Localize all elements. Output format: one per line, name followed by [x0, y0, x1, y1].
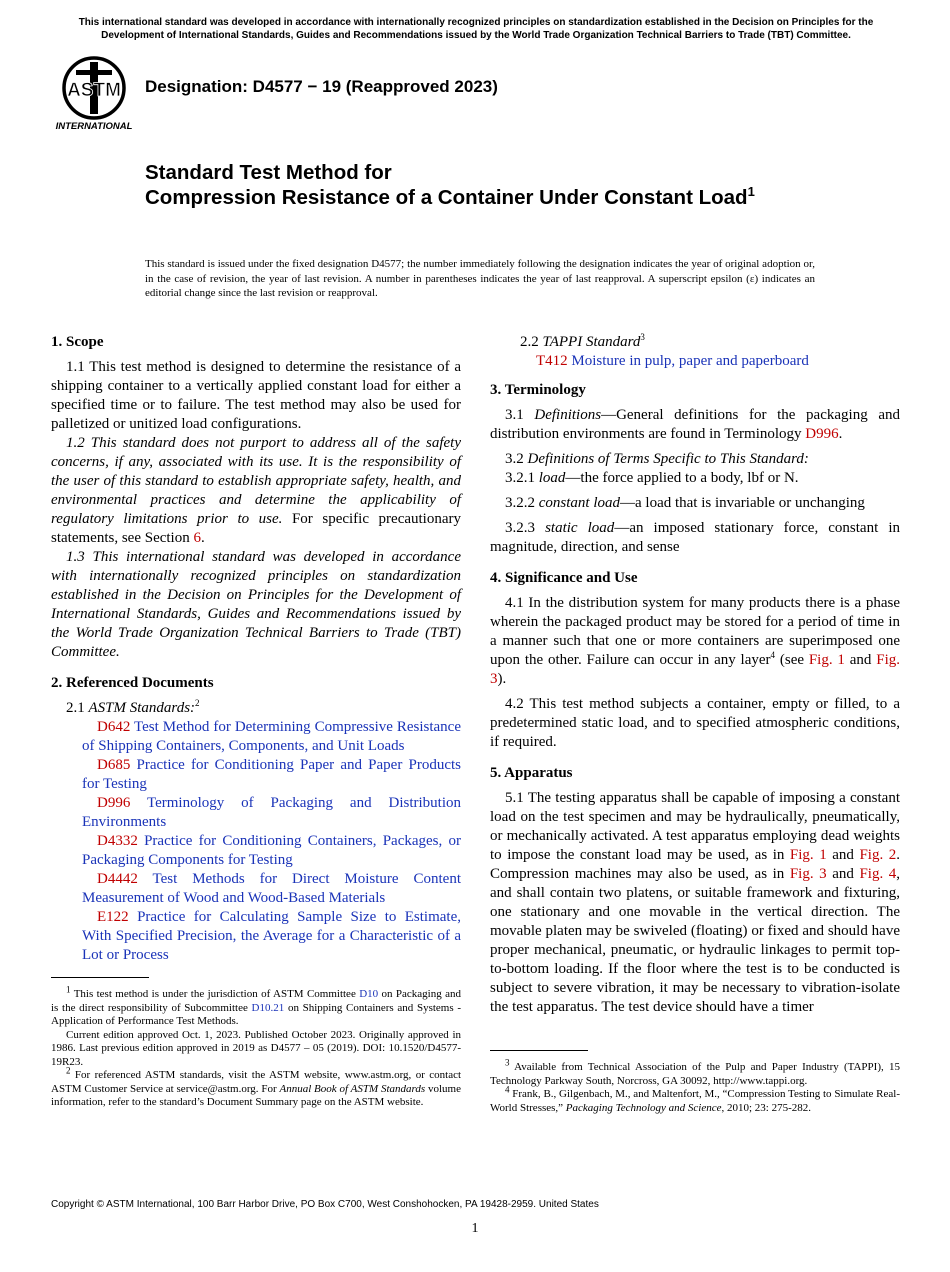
term-3-2-2-num: 3.2.2	[505, 495, 535, 511]
designation: Designation: D4577 − 19 (Reapproved 2023)	[145, 77, 498, 96]
ref-title[interactable]: Test Method for Determining Compressive Resistance of Shipping Containers, Components, and Unit Loads	[82, 719, 461, 754]
ref-code[interactable]: D4442	[97, 871, 138, 887]
ref-item[interactable]	[51, 870, 461, 908]
ref-code[interactable]: D685	[97, 757, 131, 773]
sig-4-1-see: (see	[775, 652, 809, 668]
sig-4-1-text: 4.1 In the distribution system for many products there is a phase wherein the packaged product may be stored for a period of time in a manner such that one or more containers are superimposed one upon the other. Failure can occur in any layer	[490, 595, 900, 668]
scope-heading: 1. Scope	[51, 334, 104, 350]
term-3-1-term: Definitions	[534, 407, 602, 423]
fn4-text-a: Frank, B., Gilgenbach, M., and Maltenfort, M., “Compression Testing to Simulate Real-World Stresses,”	[490, 1088, 901, 1114]
ref-item[interactable]	[51, 832, 461, 870]
ref-title[interactable]: Test Methods for Direct Moisture Content Measurement of Wood and Wood-Based Materials	[82, 871, 462, 906]
scope-1-2-tail: For specific precautionary statements, see Section	[51, 511, 462, 546]
scope-1-2: 1.2 This standard does not purport to address all of the safety concerns, if any, associated with its use. It is the responsibility of the user of this standard to establish appropriate safety, health, and environmental practices and determine the applicability of regulatory limitations prior to use. For specific precautionary statements, see Section 6.	[51, 435, 462, 546]
ref-title[interactable]: Terminology of Packaging and Distribution Environments	[82, 795, 461, 830]
ref-item[interactable]	[51, 794, 461, 832]
tappi-footnote-ref[interactable]: 3	[640, 332, 645, 342]
fig-1-link[interactable]: Fig. 1	[808, 652, 845, 668]
terminology-heading: 3. Terminology	[490, 382, 586, 398]
term-3-2	[490, 450, 900, 469]
fn1-text-a: This test method is under the jurisdiction of ASTM Committee	[73, 988, 360, 1000]
fn1-text-b: on Packaging and is the direct responsibility of Subcommittee	[51, 988, 461, 1014]
term-3-2-3-text: —an imposed stationary force, constant in magnitude, direction, and sense	[490, 520, 900, 555]
app-and: and	[826, 866, 860, 882]
footnote-rule	[51, 977, 149, 978]
fn4-text-b: , 2010; 23: 275-282.	[721, 1101, 812, 1114]
term-3-1-text: —General definitions for the packaging and distribution environments are found in Terminology	[490, 407, 900, 442]
ref-item-tappi[interactable]	[490, 352, 900, 371]
footnote-1-edition: Current edition approved Oct. 1, 2023. Published October 2023. Originally approved in 1986. Last previous edition approved in 2019 as D4577 – 05 (2019). DOI: 10.1520/D4577-19R23.	[51, 1028, 461, 1068]
tappi-label-text: TAPPI Standard	[542, 334, 641, 350]
term-3-2-2	[490, 494, 900, 513]
sig-4-1-and: and	[844, 652, 877, 668]
copyright: Copyright © ASTM International, 100 Barr Harbor Drive, PO Box C700, West Conshohocken, PA 19428-2959. United States	[51, 1199, 599, 1210]
app-5-1-b: . Compression machines may also be used, as in	[490, 847, 900, 882]
ref-title[interactable]: Practice for Conditioning Paper and Paper Products for Testing	[82, 757, 462, 792]
term-3-2-3	[490, 519, 900, 557]
right-footnotes	[490, 1050, 900, 1115]
term-3-1-num: 3.1	[505, 407, 524, 423]
term-3-2-1	[490, 469, 900, 488]
referenced-documents-heading: 2. Referenced Documents	[51, 675, 214, 691]
fn1-marker: 1	[66, 984, 71, 995]
fn2-text-a: For referenced ASTM standards, visit the ASTM website, www.astm.org, or contact ASTM Customer Service at service@astm.org. For	[51, 1069, 462, 1095]
term-3-2-1-term: load	[538, 470, 566, 486]
title-line2: Compression Resistance of a Container Under Constant Load	[145, 186, 748, 209]
term-3-2-3-term: static load	[545, 520, 615, 536]
term-3-2-num: 3.2	[505, 451, 524, 467]
scope-1-1: 1.1 This test method is designed to determine the resistance of a shipping container to a vertically applied constant load for either a specified time or to failure. The test method may also be used for palletized or unitized load configurations.	[51, 359, 461, 432]
tappi-num: 2.2	[520, 334, 539, 350]
fn4-marker: 4	[505, 1084, 510, 1095]
term-3-2-2-text: —a load that is invariable or unchanging	[620, 495, 865, 511]
title-footnote-ref[interactable]: 1	[747, 184, 755, 200]
left-column	[51, 333, 461, 965]
section-6-link[interactable]: 6	[193, 530, 201, 546]
fig-4-link[interactable]: Fig. 4	[859, 866, 897, 882]
footnote-3	[490, 1057, 900, 1088]
scope-1-3-italic: 1.3 This international standard was developed in accordance with internationally recognized principles on standardization established in the Decision on Principles for the Development of International Standards, Guides and Recommendations issued by the World Trade Organization Technical Barriers to Trade (TBT) Committee.	[51, 549, 461, 660]
ref-item[interactable]	[51, 756, 461, 794]
app-and: and	[826, 847, 860, 863]
fn2-text-b: volume information, refer to the standard’s Document Summary page on the ASTM website.	[51, 1082, 461, 1108]
ref-title[interactable]: Practice for Calculating Sample Size to Estimate, With Specified Precision, the Average for a Characteristic of a Lot or Process	[82, 909, 462, 963]
fn2-marker: 2	[66, 1065, 71, 1076]
significance-4-2: 4.2 This test method subjects a container, empty or filled, to a predetermined static load, and to specified atmospheric conditions, if required.	[490, 696, 900, 750]
ref-code[interactable]: D4332	[97, 833, 138, 849]
page-title	[145, 160, 825, 210]
term-3-2-1-num: 3.2.1	[505, 470, 535, 486]
footnote-rule	[490, 1050, 588, 1051]
app-5-1-c: , and shall contain two platens, or suitable framework and fixturing, one stationary and one movable in the vertical direction. The movable platen may be swiveled (floating) or fixed and should have proper mechanical, pneumatic, or hydraulic linkages to permit top-to-bottom loading. If the floor where the test is to be conducted is subject to severe vibration, it may be necessary to vibration-isolate the test apparatus. The test device should have a timer	[490, 866, 901, 1015]
tappi-label	[490, 333, 900, 352]
d996-link[interactable]: D996	[805, 426, 839, 442]
footnote-1	[51, 984, 461, 1029]
scope-1-2-italic: 1.2 This standard does not purport to address all of the safety concerns, if any, associated with its use. It is the responsibility of the user of this standard to establish appropriate safety, health, and environmental practices and determine the applicability of regulatory limitations prior to use.	[51, 435, 461, 527]
tbt-notice: This international standard was developed in accordance with internationally recognized principles on standardization established in the Decision on Principles for the Development of International Standards, Guides and Recommendations issued by the World Trade Organization Technical Barriers to Trade (TBT) Committee.	[78, 17, 874, 41]
significance-4-1	[490, 594, 900, 689]
logo-caption: INTERNATIONAL	[55, 121, 133, 132]
term-3-2-3-num: 3.2.3	[505, 520, 535, 536]
fig-2-link[interactable]: Fig. 2	[859, 847, 897, 863]
app-5-1-a: 5.1 The testing apparatus shall be capable of imposing a constant load on the test specimen and may be hydraulically, pneumatically, or mechanically activated. A test apparatus employing dead weights to impose the constant load may be used, as in	[490, 790, 900, 863]
right-column	[490, 333, 900, 1017]
fig-1-link[interactable]: Fig. 1	[789, 847, 827, 863]
footnote-2	[51, 1065, 462, 1110]
term-3-2-1-text: —the force applied to a body, lbf or N.	[565, 470, 799, 486]
issuance-note: This standard is issued under the fixed designation D4577; the number immediately following the designation indicates the year of original adoption or, in the case of revision, the year of last revision. A number in parentheses indicates the year of last reapproval. A superscript epsilon (ε) indicates an editorial change since the last revision or reapproval.	[145, 258, 815, 299]
significance-heading: 4. Significance and Use	[490, 570, 638, 586]
fn1-text-c: on Shipping Containers and Systems - Application of Performance Test Methods.	[51, 1001, 461, 1027]
fn4-italic: Packaging Technology and Science	[565, 1101, 722, 1114]
astm-logo	[52, 56, 136, 132]
title-line1: Standard Test Method for	[145, 161, 392, 184]
ref-title[interactable]: Practice for Conditioning Containers, Packages, or Packaging Components for Testing	[82, 833, 461, 868]
fn3-marker: 3	[505, 1057, 510, 1068]
scope-1-3	[51, 548, 461, 662]
term-3-1: 3.1 Definitions—General definitions for the packaging and distribution environments are found in Terminology D996.	[490, 407, 900, 442]
ref-code[interactable]: D642	[97, 719, 131, 735]
committee-d10-link[interactable]: D10	[359, 988, 379, 1000]
astm-label: ASTM Standards:	[88, 700, 196, 716]
astm-standards-label	[51, 699, 461, 718]
ref-code[interactable]: E122	[97, 909, 129, 925]
term-3-2-2-term: constant load	[538, 495, 620, 511]
ref-code[interactable]: T412	[536, 353, 568, 369]
fig-3-link[interactable]: Fig. 3	[789, 866, 827, 882]
logo-letters: ASTM	[67, 80, 121, 101]
apparatus-heading: 5. Apparatus	[490, 765, 573, 781]
ref-item[interactable]	[51, 908, 461, 965]
term-3-2-text: Definitions of Terms Specific to This Standard:	[527, 451, 809, 467]
sig-4-1-end: ).	[497, 671, 507, 687]
fn3-text: Available from Technical Association of the Pulp and Paper Industry (TAPPI), 15 Technology Parkway South, Norcross, GA 30092, http://www.tappi.org.	[490, 1061, 900, 1087]
page-number: 1	[471, 1221, 479, 1236]
ref-code[interactable]: D996	[97, 795, 131, 811]
subcommittee-link[interactable]: D10.21	[251, 1001, 285, 1014]
fn4-ref[interactable]: 4	[770, 650, 776, 660]
ref-item[interactable]	[51, 718, 461, 756]
astm-footnote-ref[interactable]: 2	[195, 698, 200, 708]
astm-logo-icon	[52, 56, 136, 132]
apparatus-5-1	[490, 789, 900, 1017]
fig-3-link[interactable]: Fig. 3	[490, 652, 900, 687]
astm-label-num: 2.1	[66, 700, 85, 716]
footnote-4	[490, 1084, 901, 1115]
left-footnotes	[51, 977, 461, 1110]
fn2-italic: Annual Book of ASTM Standards	[279, 1082, 426, 1095]
ref-title[interactable]: Moisture in pulp, paper and paperboard	[571, 353, 809, 369]
